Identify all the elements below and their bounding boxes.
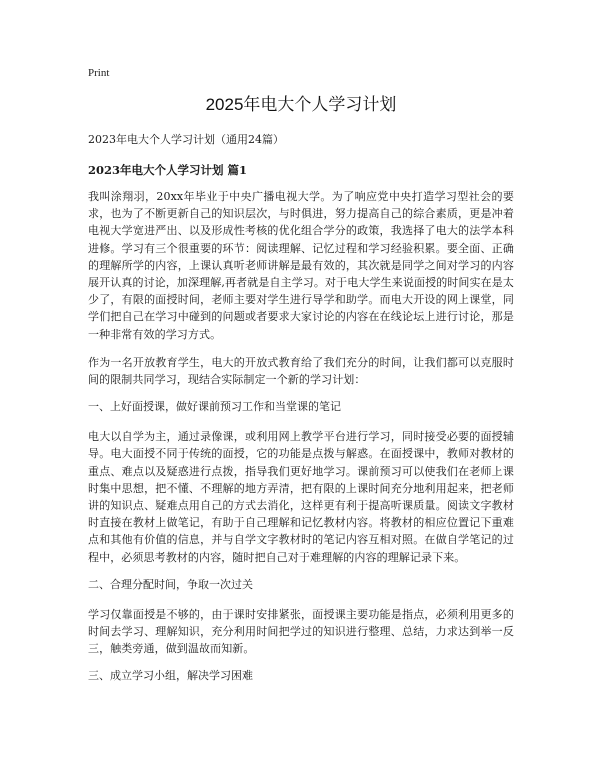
subheading-one: 一、上好面授课，做好课前预习工作和当堂课的笔记 xyxy=(88,400,341,414)
subheading-three: 三、成立学习小组，解决学习困难 xyxy=(88,669,253,683)
paragraph-time: 学习仅靠面授是不够的，由于课时安排紧张，面授课主要功能是指点，必须利用更多的时间去学习、理解知识，充分利用时间把学过的知识进行整理、总结，力求达到举一反三，触类旁通，做到温故而知新。 xyxy=(88,607,514,656)
paragraph-plan-intro: 作为一名开放教育学生，电大的开放式教育给了我们充分的时间，让我们都可以克服时间的限制共同学习，现结合实际制定一个新的学习计划： xyxy=(88,355,514,387)
document-subtitle: 2023年电大个人学习计划（通用24篇） xyxy=(88,133,284,146)
print-link[interactable]: Print xyxy=(88,67,110,79)
section-heading: 2023年电大个人学习计划 篇1 xyxy=(88,163,248,177)
page-title: 2025年电大个人学习计划 xyxy=(205,95,397,114)
document-page xyxy=(88,66,514,697)
paragraph-classes: 电大以自学为主，通过录像课，或利用网上教学平台进行学习，同时接受必要的面授辅导。电大面授不同于传统的面授，它的功能是点拨与解惑。在面授课中，教师对教材的重点、难点以及疑惑进行点拨，指导我们更好地学习。课前预习可以使我们在老师上课时集中思想，把不懂、不理解的地方弄清，把有限的上课时间充分地利用起来，把老师讲的知识点、疑难点用自己的方式去消化，这样更有利于提高听课质量。阅读文字教材时直接在教材上做笔记，有助于自己理解和记忆教材内容。将教材的相应位置记下重难点和其他有价值的信息，并与自学文字教材时的笔记内容互相对照。在做自学笔记的过程中，必须思考教材的内容，随时把自己对于难理解的内容的理解记录下来。 xyxy=(88,430,514,564)
paragraph-intro: 我叫涂翔羽，20xx年毕业于中央广播电视大学。为了响应党中央打造学习型社会的要求，也为了不断更新自己的知识层次，与时俱进，努力提高自己的综合素质，更是冲着电视大学宽进严出、以及形成性考核的优化组合学分的政策，我选择了电大的法学本科进修。学习有三个很重要的环节：阅读理解、记忆过程和学习经验积累。要全面、正确的理解所学的内容，上课认真听老师讲解是最有效的，其次就是同学之间对学习的内容展开认真的讨论，加深理解,再者就是自主学习。对于电大学生来说面授的时间实在是太少了，有限的面授时间，老师主要对学生进行导学和助学。而电大开设的网上课堂，同学们把自己在学习中碰到的问题或者要求大家讨论的内容在在线论坛上进行讨论，那是一种非常有效的学习方式。 xyxy=(88,190,514,341)
subheading-two: 二、合理分配时间，争取一次过关 xyxy=(88,577,253,591)
